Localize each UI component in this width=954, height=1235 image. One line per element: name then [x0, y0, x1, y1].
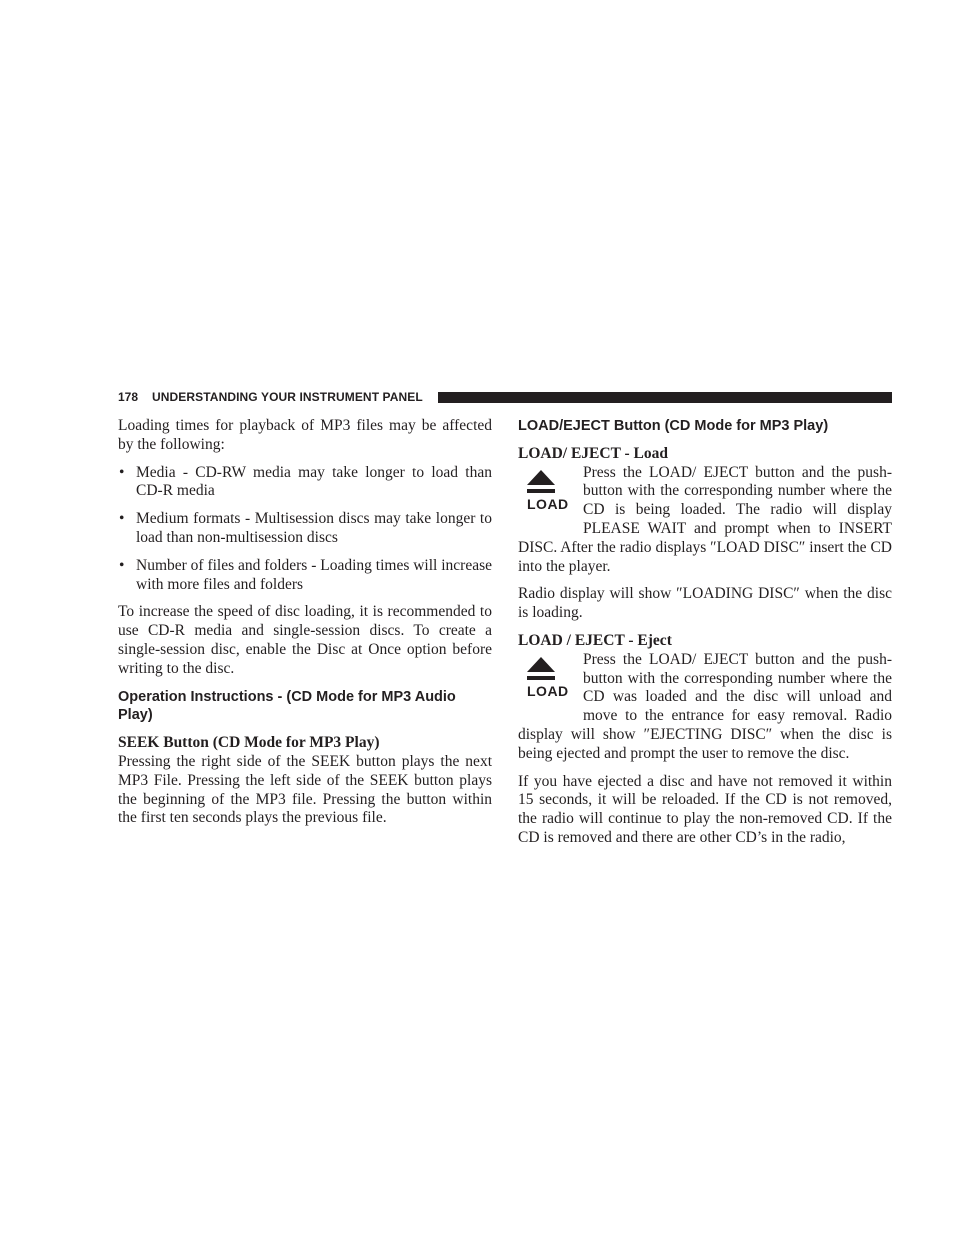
- load-icon-label: LOAD: [527, 682, 569, 699]
- section-title: UNDERSTANDING YOUR INSTRUMENT PANEL: [152, 390, 423, 404]
- eject-icon: [526, 470, 556, 496]
- bullet-icon: •: [119, 510, 125, 528]
- eject-subheading: LOAD / EJECT - Eject: [518, 631, 672, 649]
- load-eject-icon: [518, 466, 574, 528]
- list-item-text: Media - CD-RW media may take longer to load than CD-R media: [136, 463, 492, 500]
- page-number: 178: [118, 390, 139, 404]
- load-eject-icon: [518, 653, 574, 715]
- list-item: [118, 557, 492, 595]
- load-paragraph: Press the LOAD/ EJECT button and the push-button with the corresponding number where the CD is being loaded. The radio will display PLEASE WAIT and prompt when to INSERT DISC. After the radio displays ″LOAD DISC″ insert the CD into the player.: [518, 463, 892, 575]
- seek-paragraph: Pressing the right side of the SEEK button plays the next MP3 File. Pressing the left side of the SEEK button plays the beginning of the MP3 file. Pressing the button within the first ten seconds plays the previous file.: [118, 752, 492, 827]
- factor-list: [118, 464, 492, 595]
- left-column: [118, 417, 492, 837]
- speed-paragraph: To increase the speed of disc loading, it is recommended to use CD-R media and single-session discs. To create a single-session disc, enable the Disc at Once option before writing to the disc.: [118, 603, 492, 677]
- loading-paragraph: Radio display will show ″LOADING DISC″ when the disc is loading.: [518, 585, 892, 622]
- eject-paragraph: Press the LOAD/ EJECT button and the push-button with the corresponding number where the CD was loaded and the disc will unload and move to the entrance for easy removal. Radio display will show ″EJECTING DISC″ when the disc is being ejected and prompt the user to remove the disc.: [518, 650, 892, 762]
- page-header: [118, 389, 892, 405]
- reload-paragraph: If you have ejected a disc and have not removed it within 15 seconds, it will be reloaded. If the CD is not removed, the radio will continue to play the non-removed CD. If the CD is removed and there are other CD’s in the radio,: [518, 772, 892, 846]
- load-subheading: LOAD/ EJECT - Load: [518, 444, 669, 462]
- header-rule: [438, 392, 892, 403]
- list-item-text: Number of files and folders - Loading times will increase with more files and folders: [136, 556, 492, 593]
- seek-heading: SEEK Button (CD Mode for MP3 Play): [118, 734, 380, 752]
- list-item: [118, 510, 492, 548]
- load-icon-label: LOAD: [527, 495, 569, 512]
- list-item: [118, 464, 492, 502]
- load-eject-heading: LOAD/EJECT Button (CD Mode for MP3 Play): [518, 418, 829, 434]
- intro-paragraph: Loading times for playback of MP3 files may be affected by the following:: [118, 417, 492, 453]
- right-column: [518, 417, 892, 857]
- list-item-text: Medium formats - Multisession discs may take longer to load than non-multisession discs: [136, 510, 492, 546]
- bullet-icon: •: [119, 463, 125, 481]
- bullet-icon: •: [119, 556, 125, 574]
- operation-heading: Operation Instructions - (CD Mode for MP3 Audio Play): [118, 688, 456, 724]
- eject-icon: [526, 657, 556, 683]
